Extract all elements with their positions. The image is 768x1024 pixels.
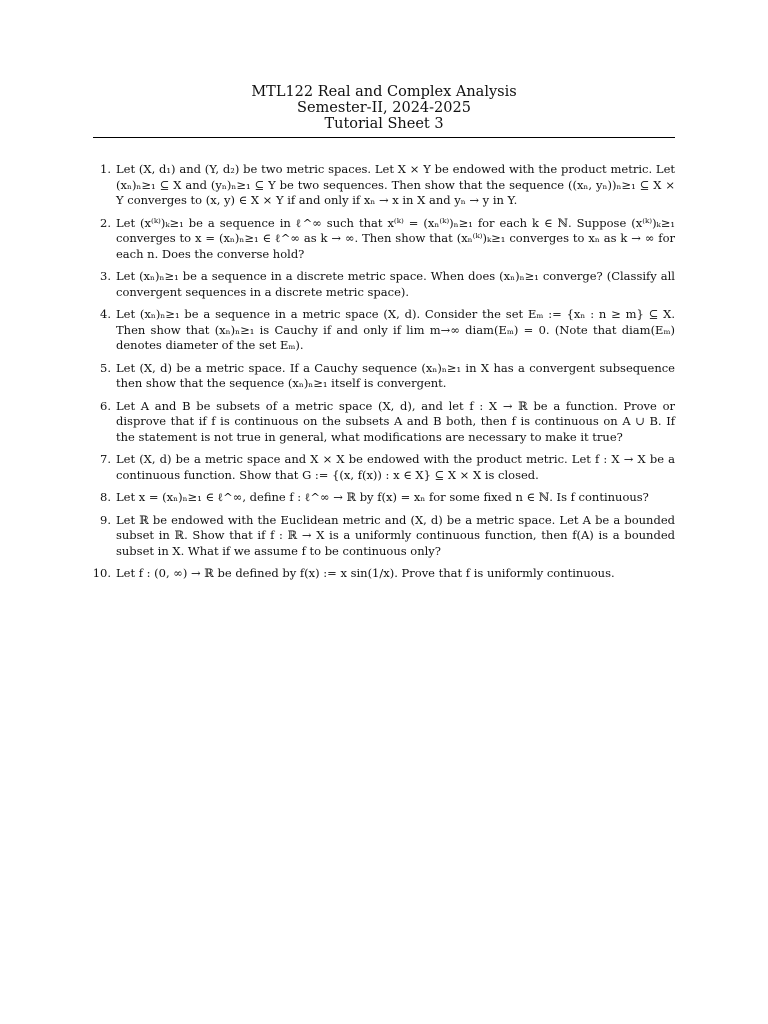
problem-item	[93, 490, 675, 506]
problem-text: Let (xₙ)ₙ≥₁ be a sequence in a discrete metric space. When does (xₙ)ₙ≥₁ converge? (Classify all convergent sequences in a discrete metric space).	[116, 269, 675, 299]
problem-number: 9.	[100, 512, 111, 527]
problem-number: 7.	[100, 452, 111, 466]
problem-item	[93, 399, 675, 446]
problem-text: Let A and B be subsets of a metric space (X, d), and let f : X → ℝ be a function. Prove or disprove that if f is continuous on the subsets A and B both, then f is continuous on A ∪ B. If the statement is not true in general, what modifications are necessary to make it true?	[116, 398, 675, 444]
problem-text: Let (xₙ)ₙ≥₁ be a sequence in a metric space (X, d). Consider the set Eₘ := {xₙ : n ≥ m} ⊆ X. Then show that (xₙ)ₙ≥₁ is Cauchy if and only if lim m→∞ diam(Eₘ) = 0. (Note that diam(Eₘ) denotes diameter of the set Eₘ).	[116, 307, 675, 352]
problem-text: Let ℝ be endowed with the Euclidean metric and (X, d) be a metric space. Let A be a bounded subset in ℝ. Show that if f : ℝ → X is a uniformly continuous function, then f(A) is a bounded subset in X. What if we assume f to be continuous only?	[116, 512, 675, 558]
problem-item	[93, 162, 675, 209]
course-title: MTL122 Real and Complex Analysis	[251, 84, 517, 100]
problem-text: Let x = (xₙ)ₙ≥₁ ∈ ℓ^∞, define f : ℓ^∞ → ℝ by f(x) = xₙ for some fixed n ∈ ℕ. Is f continuous?	[116, 490, 649, 504]
problem-text: Let (X, d) be a metric space and X × X be endowed with the product metric. Let f : X → X be a continuous function. Show that G := {(x, f(x)) : x ∈ X} ⊆ X × X is closed.	[116, 452, 675, 482]
problem-item	[93, 216, 675, 263]
problem-number: 8.	[100, 490, 111, 504]
problem-text: Let (x⁽ᵏ⁾)ₖ≥₁ be a sequence in ℓ^∞ such that x⁽ᵏ⁾ = (xₙ⁽ᵏ⁾)ₙ≥₁ for each k ∈ ℕ. Suppose (x⁽ᵏ⁾)ₖ≥₁ converges to x = (xₙ)ₙ≥₁ ∈ ℓ^∞ as k → ∞. Then show that (xₙ⁽ᵏ⁾)ₖ≥₁ converges to xₙ as k → ∞ for each n. Does the converse hold?	[116, 215, 675, 261]
semester-line: Semester-II, 2024-2025	[297, 100, 471, 116]
problem-number: 5.	[100, 360, 111, 375]
sheet-header	[0, 84, 768, 132]
problem-text: Let (X, d₁) and (Y, d₂) be two metric spaces. Let X × Y be endowed with the product metric. Let (xₙ)ₙ≥₁ ⊆ X and (yₙ)ₙ≥₁ ⊆ Y be two sequences. Then show that the sequence ((xₙ, yₙ))ₙ≥₁ ⊆ X × Y converges to (x, y) ∈ X × Y if and only if xₙ → x in X and yₙ → y in Y.	[116, 162, 675, 207]
problem-item	[93, 452, 675, 483]
problem-item	[93, 269, 675, 300]
problem-number: 2.	[100, 215, 111, 230]
header-rule	[93, 137, 675, 138]
problem-number: 1.	[100, 162, 111, 176]
problem-list	[93, 162, 675, 589]
problem-item	[93, 307, 675, 354]
problem-text: Let (X, d) be a metric space. If a Cauchy sequence (xₙ)ₙ≥₁ in X has a convergent subsequence then show that the sequence (xₙ)ₙ≥₁ itself is convergent.	[116, 360, 675, 390]
problem-item	[93, 513, 675, 560]
problem-item	[93, 566, 675, 582]
problem-number: 4.	[100, 307, 111, 321]
problem-number: 6.	[100, 398, 111, 413]
sheet-title: Tutorial Sheet 3	[324, 116, 444, 132]
problem-item	[93, 361, 675, 392]
problem-number: 3.	[100, 269, 111, 283]
problem-number: 10.	[92, 566, 111, 580]
problem-text: Let f : (0, ∞) → ℝ be defined by f(x) := x sin(1/x). Prove that f is uniformly continuous.	[116, 566, 615, 580]
